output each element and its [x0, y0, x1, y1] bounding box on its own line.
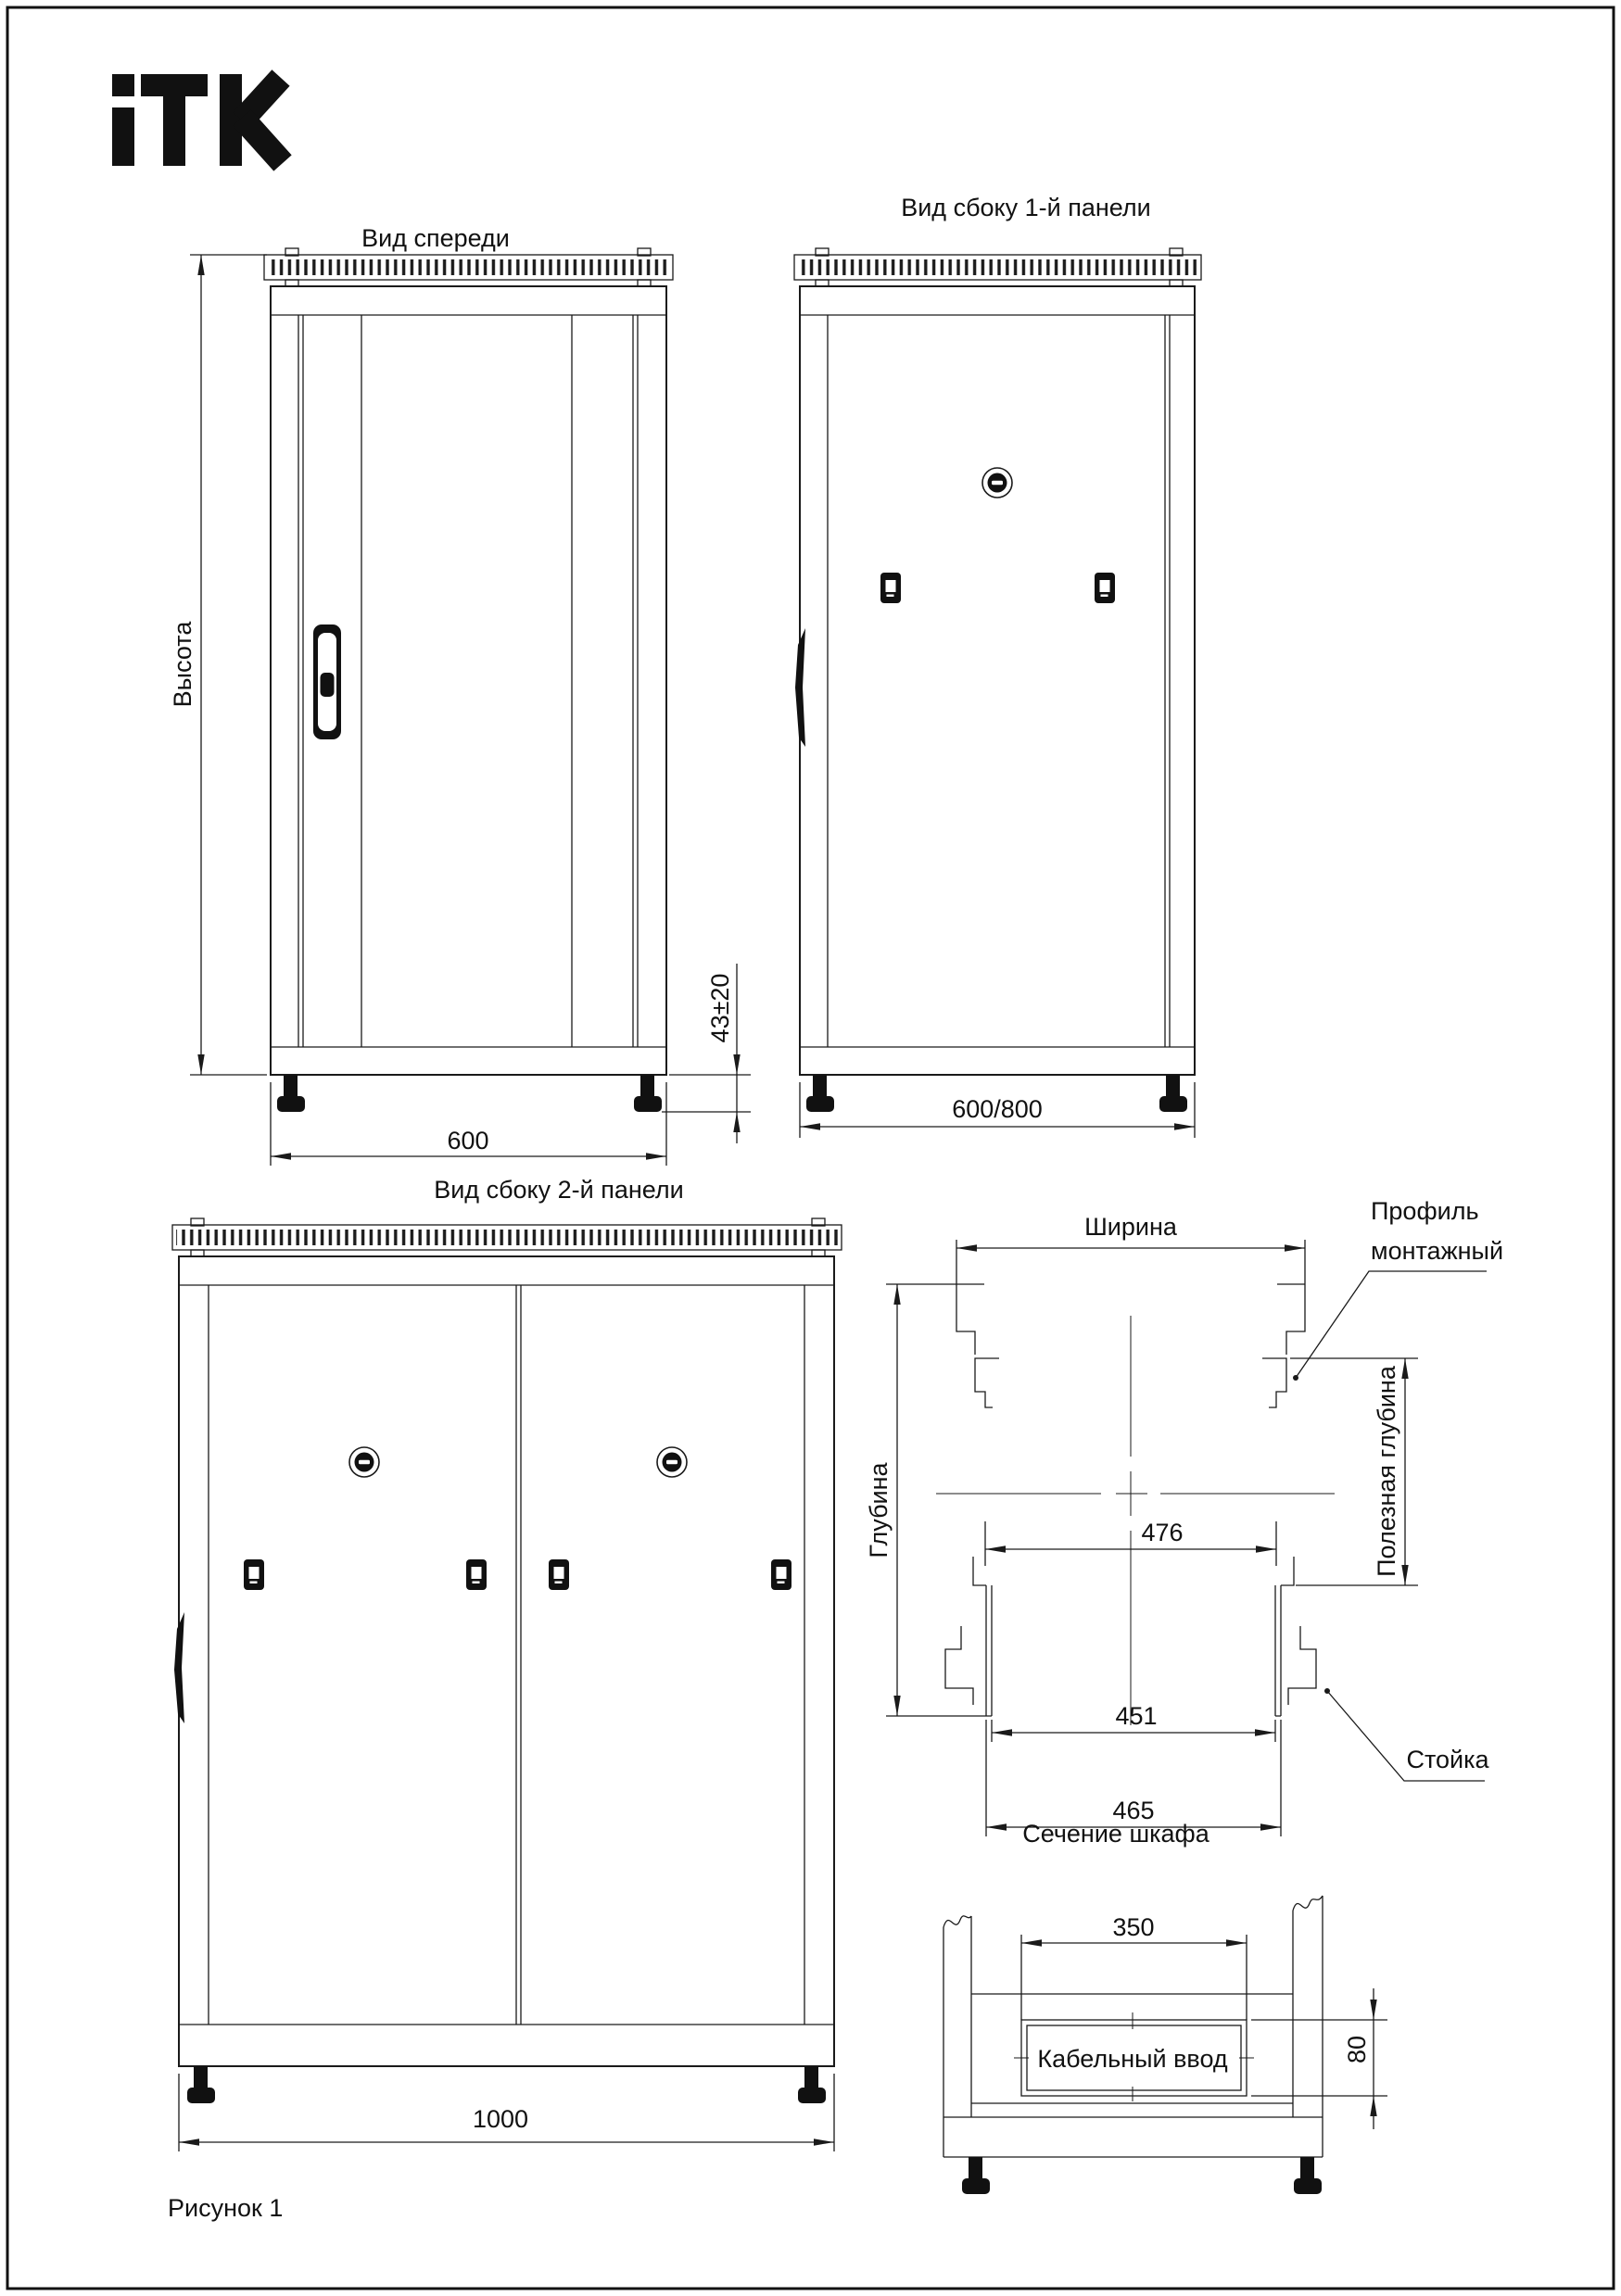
side-view-1: [794, 194, 1201, 1138]
front-grille-slats: [268, 259, 669, 275]
mounting-profile-left: [975, 1358, 999, 1407]
front-view: [169, 224, 751, 1166]
top-cross-section: [865, 1197, 1503, 1836]
front-foot-left: [277, 1075, 305, 1112]
side-view-2: [172, 1176, 842, 2151]
side2-hinge: [174, 1612, 184, 1723]
rack-post-left: [945, 1626, 973, 1705]
mounting-profile-right: [1262, 1358, 1286, 1407]
side1-lock-icon: [982, 468, 1012, 498]
outer-width-dim: 465: [1112, 1797, 1155, 1824]
front-height-label: Высота: [169, 621, 196, 708]
bottom-section: [943, 1820, 1387, 2194]
front-view-drawing: [264, 248, 673, 1112]
profile-label-line2: монтажный: [1371, 1237, 1504, 1265]
depth-dim-label: Глубина: [865, 1462, 893, 1558]
inner-width-dim: 451: [1115, 1702, 1158, 1730]
side2-latch-icon: [244, 1559, 264, 1590]
top-section-dimensions: [865, 1197, 1503, 1836]
front-foot-dim: 43±20: [706, 973, 734, 1043]
useful-depth-dim-label: Полезная глубина: [1373, 1366, 1400, 1577]
side-view-1-dimensions: [800, 1082, 1195, 1138]
front-width-dim: 600: [447, 1127, 489, 1154]
opening-width-dim: 350: [1112, 1913, 1155, 1941]
side2-latch-icon: [771, 1559, 792, 1590]
side1-foot-left: [806, 1075, 834, 1112]
side1-latch-icon: [880, 573, 901, 603]
break-line-left: [943, 1916, 971, 1927]
figure-caption: Рисунок 1: [168, 2194, 284, 2222]
side2-depth-dim: 1000: [472, 2105, 529, 2133]
side-view-2-drawing: [172, 1218, 842, 2103]
bottom-section-dimensions: [1021, 1913, 1387, 2129]
side1-foot-right: [1159, 1075, 1187, 1112]
side-view-2-title: Вид сбоку 2-й панели: [434, 1176, 684, 1204]
bottom-section-title: Сечение шкафа: [1022, 1820, 1209, 1848]
top-section-drawing: [936, 1284, 1335, 1725]
side1-latch-icon: [1095, 573, 1115, 603]
side2-latch-icon: [549, 1559, 569, 1590]
cable-entry-label: Кабельный ввод: [1037, 2045, 1228, 2073]
side2-cabinet-body: [179, 1256, 834, 2066]
side2-lock-icon: [349, 1447, 379, 1477]
front-foot-right: [634, 1075, 662, 1112]
front-view-dimensions: [169, 255, 751, 1166]
side1-cabinet-body: [800, 286, 1195, 1075]
side2-latch-icon: [466, 1559, 487, 1590]
side2-lock-icon: [657, 1447, 687, 1477]
section-foot-right: [1294, 2157, 1322, 2194]
break-line-right: [1293, 1896, 1323, 1911]
side1-depth-dim: 600/800: [952, 1095, 1043, 1123]
opening-height-dim: 80: [1343, 2035, 1371, 2064]
profiles-spacing-dim: 476: [1141, 1519, 1184, 1546]
section-foot-left: [962, 2157, 990, 2194]
side2-foot-right: [798, 2066, 826, 2103]
itk-logo: [112, 74, 283, 166]
side1-hinge: [795, 628, 805, 747]
side2-foot-left: [187, 2066, 215, 2103]
front-door-handle: [313, 624, 341, 739]
profile-label-line1: Профиль: [1371, 1197, 1479, 1225]
rack-post-right: [1288, 1626, 1316, 1705]
side-view-2-dimensions: [179, 2074, 834, 2151]
page-border: [7, 7, 1614, 2289]
side-view-1-title: Вид сбоку 1-й панели: [901, 194, 1151, 221]
side-view-1-drawing: [794, 248, 1201, 1112]
post-label: Стойка: [1406, 1746, 1489, 1773]
front-view-title: Вид спереди: [361, 224, 510, 252]
width-dim-label: Ширина: [1084, 1213, 1177, 1241]
